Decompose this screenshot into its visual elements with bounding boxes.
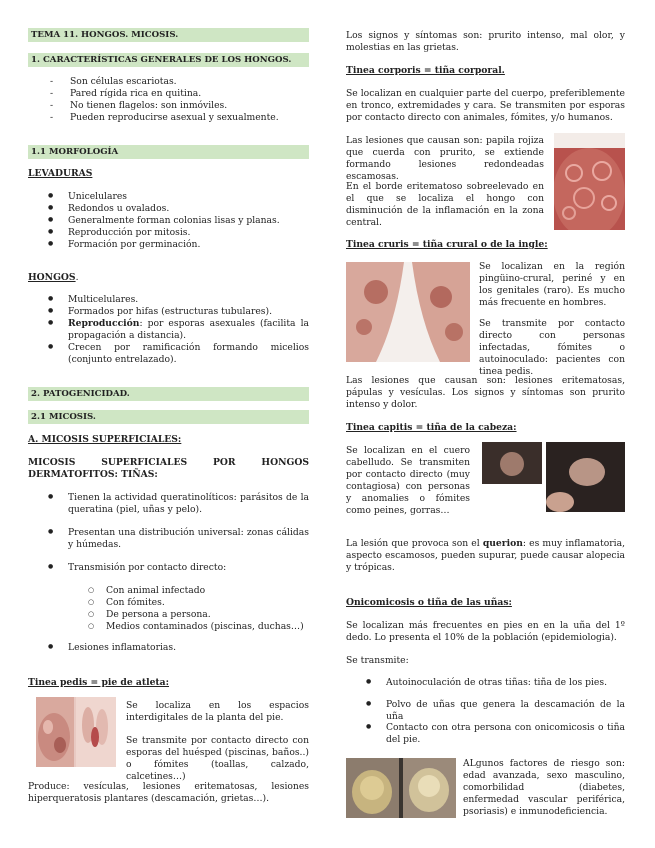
list-item: ● Formados por hifas (estructuras tubulares). [28, 306, 309, 318]
tinas-list-3 [28, 562, 309, 574]
tinas-list-2 [28, 527, 309, 551]
tinea-pedis-symptoms: Produce: vesículas, lesiones eritematosas, lesiones hiperqueratosis plantares (descamación, grietas…). [28, 781, 309, 804]
groin-image [346, 262, 470, 362]
list-item: ● Autoinoculación de otras tiñas: tiña de los pies. [346, 677, 625, 689]
list-item: - Pared rígida rica en quitina. [28, 88, 309, 100]
list-item: ● Generalmente forman colonias lisas y planas. [28, 215, 309, 227]
onicomicosis-risk-factors: ALgunos factores de riesgo son: edad avanzada, sexo masculino, comorbilidad (diabetes, enfermedad vascular periférica, psoriasis) e inmunodeficiencia. [463, 758, 625, 817]
tinas-list [28, 492, 309, 516]
list-item: ● Crecen por ramificación formando micelios (conjunto entrelazado). [28, 342, 309, 366]
section-2-heading: 2. PATOGENICIDAD. [28, 387, 309, 401]
onicomicosis-photo [346, 758, 456, 818]
micosis-superficiales-heading: A. MICOSIS SUPERFICIALES: [28, 434, 182, 445]
list-item: - Pueden reproducirse asexual y sexualmente. [28, 112, 309, 124]
topic-title: TEMA 11. HONGOS. MICOSIS. [28, 28, 309, 42]
list-item: ● Reproducción: por esporas asexuales (facilita la propagación a distancia). [28, 318, 309, 342]
levaduras-heading: LEVADURAS [28, 168, 93, 179]
scalp-image [482, 442, 625, 512]
tinea-capitis-lesion: La lesión que provoca son el querion: es muy inflamatoria, aspecto escamosos, pueden supurar, puede causar alopecia y trópicas. [346, 538, 625, 573]
onicomicosis-list-3 [346, 722, 625, 746]
foot-image [36, 697, 116, 767]
levaduras-list [28, 191, 309, 251]
list-item: ● Reproducción por mitosis. [28, 227, 309, 239]
section-1-1-heading: 1.1 MORFOLOGÍA [28, 145, 309, 159]
list-item: ● Redondos u ovalados. [28, 203, 309, 215]
list-item: ○ Con fómites. [28, 597, 309, 609]
onicomicosis-location: Se localizan más frecuentes en pies en en la uña del 1º dedo. Lo presenta el 10% de la población (epidemiologia). [346, 620, 625, 643]
list-item: ● Contacto con otra persona con onicomicosis o tiña del pie. [346, 722, 625, 746]
tinea-cruris-transmission: Se transmite por contacto directo con personas infectadas, fómites o autoinoculado: pacientes con tinea pedis. [479, 318, 625, 377]
list-item: ● Presentan una distribución universal: zonas cálidas y húmedas. [28, 527, 309, 551]
list-item: - No tienen flagelos: son inmóviles. [28, 100, 309, 112]
list-item: ● Multicelulares. [28, 294, 309, 306]
general-features-list [28, 76, 309, 124]
tinea-corporis-border: En el borde eritematoso sobreelevado en el que se localiza el hongo con disminución de la inflamación en la zona central. [346, 181, 544, 228]
tinea-cruris-photo [346, 262, 470, 362]
tinea-cruris-location: Se localizan en la región pingüino-crural, periné y en los genitales (raro). Es mucho más frecuente en hombres. [479, 261, 625, 308]
tinea-corporis-heading: Tinea corporis = tiña corporal. [346, 65, 505, 76]
list-item: ● Polvo de uñas que genera la descamación de la uña [346, 699, 625, 723]
list-item: ● Lesiones inflamatorias. [28, 642, 309, 654]
tinea-capitis-location: Se localizan en el cuero cabelludo. Se transmiten por contacto directo (muy contagiosa) con personas y anomalies o fómites como peines, gorras… [346, 445, 470, 516]
tinea-pedis-location: Se localiza en los espacios interdigitales de la planta del pie. [126, 700, 309, 723]
tinea-corporis-lesions: Las lesiones que causan son: papila rojiza que cuerda con prurito, se extiende formando lesiones redondeadas escamosas. [346, 135, 544, 182]
section-2-1-heading: 2.1 MICOSIS. [28, 410, 309, 424]
tinea-corporis-location: Se localizan en cualquier parte del cuerpo, preferiblemente en tronco, extremidades y cara. Se transmiten por esporas por contacto directo con animales, fómites, y/o humanos. [346, 88, 625, 123]
section-1-heading: 1. CARACTERÍSTICAS GENERALES DE LOS HONGOS. [28, 53, 309, 67]
tinea-capitis-photo [482, 442, 625, 512]
tinea-pedis-heading: Tinea pedis = pie de atleta: [28, 677, 170, 688]
list-item: ○ Con animal infectado [28, 585, 309, 597]
onicomicosis-list [346, 677, 625, 689]
nail-image [346, 758, 456, 818]
pedis-signs: Los signos y síntomas son: prurito intenso, mal olor, y molestias en las grietas. [346, 30, 625, 53]
list-item: - Son células escariotas. [28, 76, 309, 88]
hongos-list [28, 294, 309, 366]
back-image [554, 133, 625, 230]
list-item: ● Tienen la actividad queratinolíticos: parásitos de la queratina (piel, uñas y pelo). [28, 492, 309, 516]
hongos-heading: HONGOS. [28, 272, 79, 283]
list-item: ● Transmisión por contacto directo: [28, 562, 309, 574]
contact-list [28, 585, 309, 633]
onicomicosis-transmission-label: Se transmite: [346, 655, 409, 666]
list-item: ● Formación por germinación. [28, 239, 309, 251]
tinea-cruris-heading: Tinea cruris = tiña crural o de la ingle: [346, 239, 548, 250]
tinea-capitis-heading: Tinea capitis = tiña de la cabeza: [346, 422, 517, 433]
tinea-pedis-transmission: Se transmite por contacto directo con esporas del huésped (piscinas, baños..) o fómites (toallas, calzado, calcetines…) [126, 735, 309, 782]
list-item: ● Unicelulares [28, 191, 309, 203]
tinea-cruris-lesions: Las lesiones que causan son: lesiones eritematosas, pápulas y vesículas. Los signos y síntomas son prurito intenso y dolor. [346, 375, 625, 410]
onicomicosis-list-2 [346, 699, 625, 723]
list-item: ○ De persona a persona. [28, 609, 309, 621]
onicomicosis-heading: Onicomicosis o tiña de las uñas: [346, 597, 512, 608]
tinas-list-4 [28, 642, 309, 654]
tinas-heading: MICOSIS SUPERFICIALES POR HONGOS DERMATOFITOS: TIÑAS: [28, 457, 309, 480]
list-item: ○ Medios contaminados (piscinas, duchas…) [28, 621, 309, 633]
tinea-pedis-photo [36, 697, 116, 767]
tinea-corporis-photo [554, 133, 625, 230]
